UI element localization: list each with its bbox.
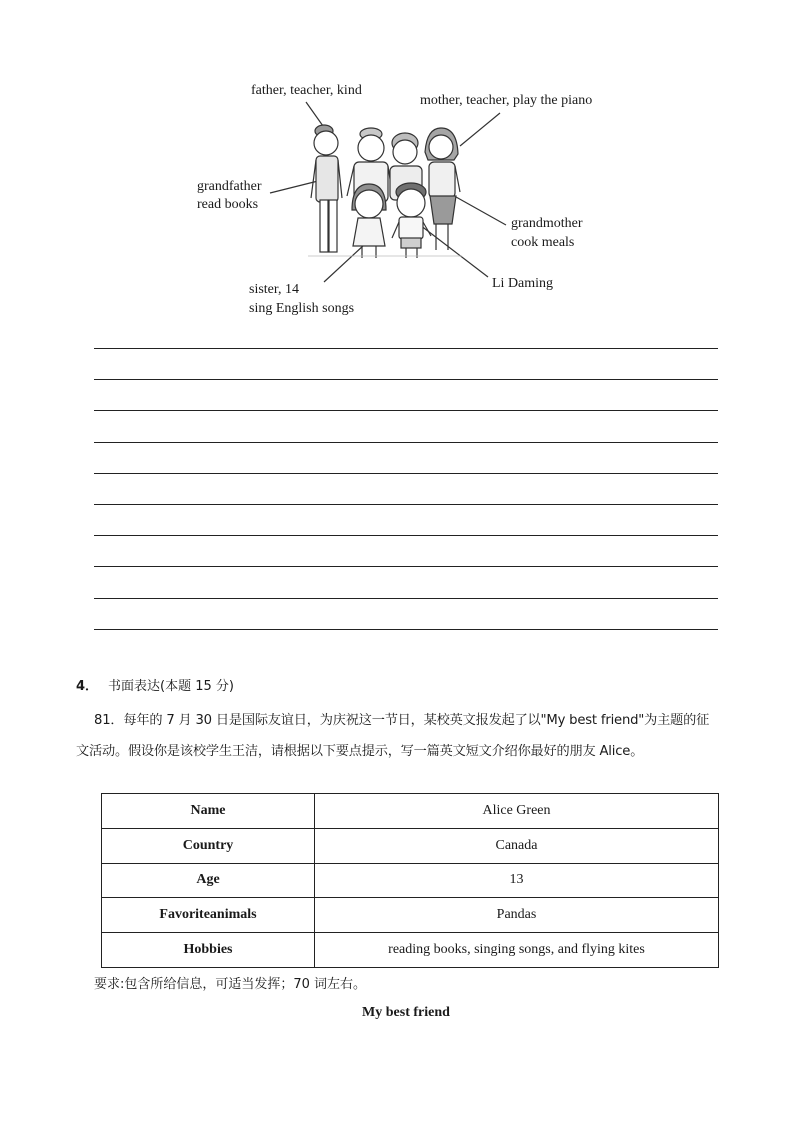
table-key: Favoriteanimals bbox=[102, 898, 315, 933]
question-heading bbox=[76, 675, 234, 694]
table-value: reading books, singing songs, and flying kites bbox=[315, 933, 719, 968]
writing-line bbox=[94, 473, 718, 474]
daming-pointer bbox=[420, 225, 488, 277]
sister-label-line1: sister, 14 bbox=[249, 282, 299, 297]
table-key: Name bbox=[102, 794, 315, 829]
table-row bbox=[102, 828, 719, 863]
mother-figure bbox=[425, 128, 460, 250]
father-pointer bbox=[306, 102, 323, 126]
grandmother-label-line1: grandmother bbox=[511, 216, 583, 231]
grandmother-label-line2: cook meals bbox=[511, 235, 575, 250]
table-value: Pandas bbox=[315, 898, 719, 933]
table-key: Age bbox=[102, 863, 315, 898]
writing-line bbox=[94, 379, 718, 380]
question-prompt: 81．每年的 7 月 30 日是国际友谊日，为庆祝这一节日，某校英文报发起了以"My best friend"为主题的征文活动。假设你是该校学生王洁，请根据以下要点提示，写一篇英文短文介绍你最好的朋友 Alice。 bbox=[76, 713, 710, 759]
info-table bbox=[101, 793, 719, 968]
requirement-text: 要求:包含所给信息，可适当发挥；70 词左右。 bbox=[94, 977, 367, 992]
father-figure bbox=[311, 125, 342, 252]
mother-label: mother, teacher, play the piano bbox=[420, 93, 593, 108]
table-row bbox=[102, 898, 719, 933]
sister-figure bbox=[352, 184, 386, 258]
table-value: 13 bbox=[315, 863, 719, 898]
grandfather-label-line2: read books bbox=[197, 197, 259, 212]
writing-line bbox=[94, 348, 718, 349]
table-value: Alice Green bbox=[315, 794, 719, 829]
family-illustration bbox=[0, 0, 794, 330]
writing-line bbox=[94, 629, 718, 630]
writing-line bbox=[94, 598, 718, 599]
table-row bbox=[102, 863, 719, 898]
table-row bbox=[102, 933, 719, 968]
question-title: 书面表达(本题 15 分) bbox=[108, 679, 234, 694]
writing-line bbox=[94, 535, 718, 536]
sister-label-line2: sing English songs bbox=[249, 301, 355, 316]
li-daming-figure bbox=[392, 183, 431, 258]
writing-line bbox=[94, 410, 718, 411]
table-key: Hobbies bbox=[102, 933, 315, 968]
question-number: 4． bbox=[76, 679, 99, 694]
table-key: Country bbox=[102, 828, 315, 863]
writing-line bbox=[94, 504, 718, 505]
mother-pointer bbox=[460, 113, 500, 146]
table-value: Canada bbox=[315, 828, 719, 863]
writing-line bbox=[94, 442, 718, 443]
table-row bbox=[102, 794, 719, 829]
writing-line bbox=[94, 566, 718, 567]
grandfather-label-line1: grandfather bbox=[197, 179, 262, 194]
li-daming-label: Li Daming bbox=[492, 276, 554, 291]
father-label: father, teacher, kind bbox=[251, 83, 362, 98]
essay-title: My best friend bbox=[362, 1005, 450, 1020]
